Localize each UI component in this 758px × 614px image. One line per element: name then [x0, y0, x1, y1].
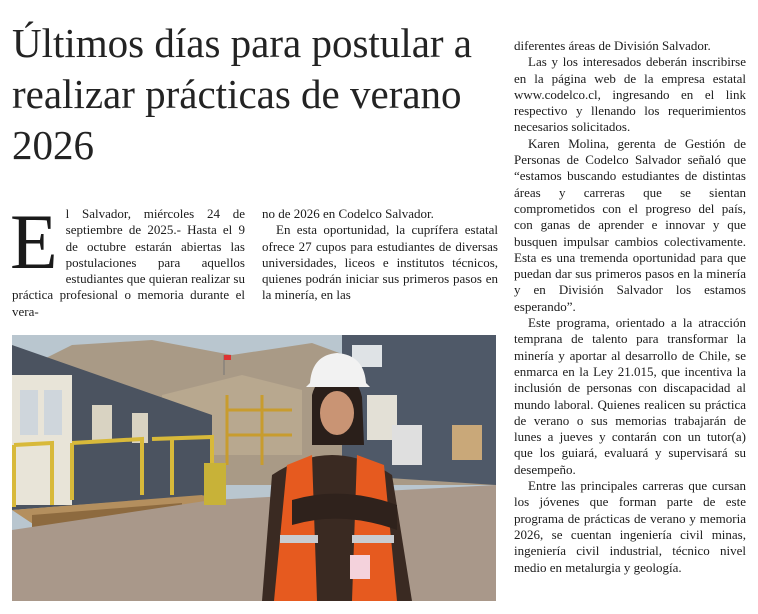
electrical-box	[392, 425, 422, 465]
face	[320, 391, 354, 435]
reflective-stripe	[352, 535, 394, 543]
id-badge	[350, 555, 370, 579]
drop-cap: E	[10, 198, 58, 285]
lead-paragraph: l Salvador, miércoles 24 de septiembre de 2025.- Hasta el 9 de octubre estarán abiertas las postulaciones para aquellos estudiantes que quieran realizar su práctica profesional o memoria durante el vera-	[12, 206, 245, 319]
article-headline: Últimos días para postular a realizar prácticas de verano 2026	[12, 20, 473, 168]
photo-illustration	[12, 335, 496, 601]
yellow-bin	[204, 463, 226, 505]
paragraph-cupos: En esta oportunidad, la cuprífera estatal ofrece 27 cupos para estudiantes de diversas universidades, liceos e institutos técnicos, quienes podrán iniciar sus primeros pasos en la minería, en las	[262, 222, 498, 303]
article-photo	[12, 335, 496, 601]
window	[20, 390, 38, 435]
paragraph-quote: Karen Molina, gerenta de Gestión de Personas de Codelco Salvador señaló que “estamos buscando estudiantes de distintas áreas y carreras que se sientan comprometidos con el progreso del país, con ganas de aprender e innovar y que busquen impulsar cambios colectivamente. Esta es una tremenda oportunidad para que puedan dar sus primeros pasos en la minería y en División Salvador los estamos esperando”.	[514, 135, 746, 314]
paragraph-inscripcion: Las y los interesados deberán inscribirse en la página web de la empresa estatal www.codelco.cl, ingresando en el link respectivo y llenando los requerimientos necesarios solicitados.	[514, 54, 746, 135]
wooden-sign	[452, 425, 482, 460]
article-column-3	[514, 38, 746, 576]
paragraph-continuation: no de 2026 en Codelco Salvador.	[262, 206, 434, 221]
window	[44, 390, 62, 435]
paragraph-continuation: diferentes áreas de División Salvador.	[514, 38, 711, 53]
flag	[224, 355, 231, 360]
article-column-2	[262, 206, 498, 304]
paragraph-programa: Este programa, orientado a la atracción temprana de talento para transformar la minería y aportar al desarrollo de Chile, se enmarca en la Ley 21.015, que incentiva la inclusión de personas con discapacidad al mundo laboral. Quienes realicen su práctica de verano o sus memorias trabajarán de lunes a jueves y contarán con un tutor(a) que los guiará, evaluará y supervisará su desempeño.	[514, 315, 746, 477]
paragraph-carreras: Entre las principales carreras que cursan los jóvenes que forman parte de este programa de prácticas de verano y memoria 2026, se cuentan ingeniería civil minas, ingeniería civil industrial, técnico nivel medio en metalurgia y geología.	[514, 478, 746, 575]
window	[92, 405, 112, 440]
reflective-stripe	[280, 535, 318, 543]
article-column-1	[10, 198, 245, 320]
